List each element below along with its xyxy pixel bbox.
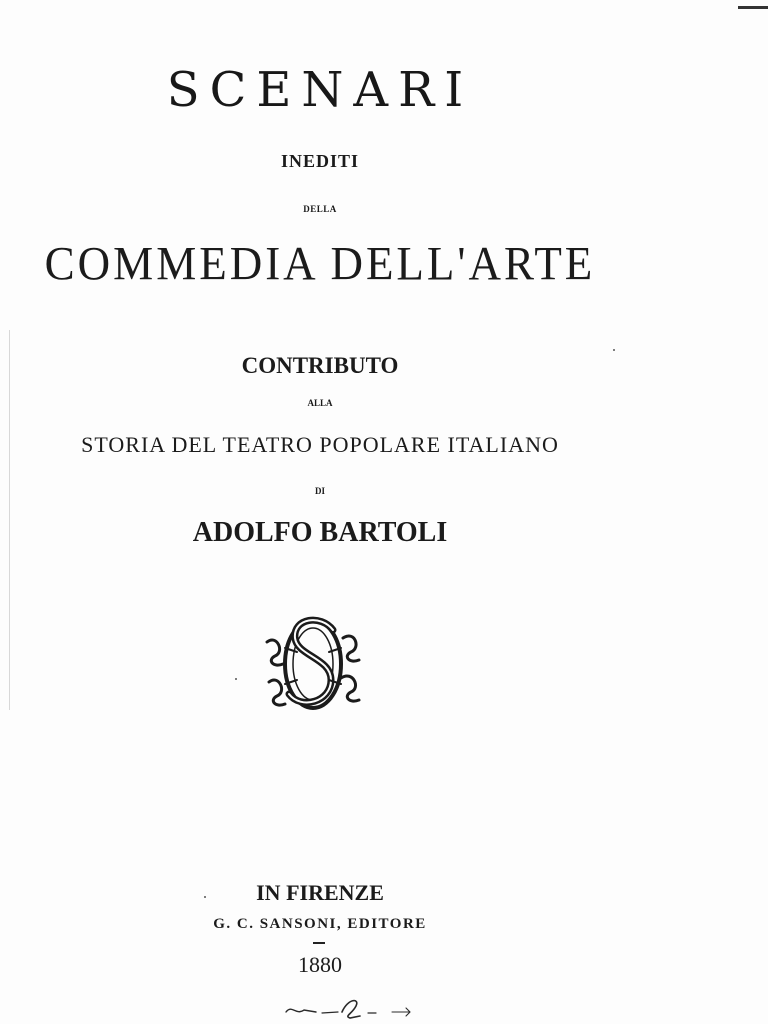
imprint-dash (313, 942, 325, 944)
imprint-year: 1880 (298, 952, 342, 977)
publisher-monogram-icon (263, 608, 363, 720)
contribution-label: CONTRIBUTO (241, 353, 399, 378)
corner-mark (738, 6, 768, 9)
imprint-city: IN FIRENZE (256, 880, 384, 905)
imprint-publisher: G. C. SANSONI, EDITORE (213, 916, 427, 932)
connector-della: DELLA (303, 204, 337, 214)
speck (235, 678, 237, 680)
speck (613, 349, 615, 351)
subject-line: STORIA DEL TEATRO POPOLARE ITALIANO (81, 432, 559, 457)
speck (204, 896, 206, 898)
main-title: SCENARI (166, 62, 474, 118)
connector-di: DI (314, 486, 325, 496)
connector-alla: ALLA (307, 398, 333, 408)
heading: COMMEDIA DELL'ARTE (44, 237, 596, 291)
author-name: ADOLFO BARTOLI (192, 517, 448, 548)
handwritten-signature-icon (282, 992, 422, 1022)
subtitle-word: INEDITI (280, 151, 360, 171)
